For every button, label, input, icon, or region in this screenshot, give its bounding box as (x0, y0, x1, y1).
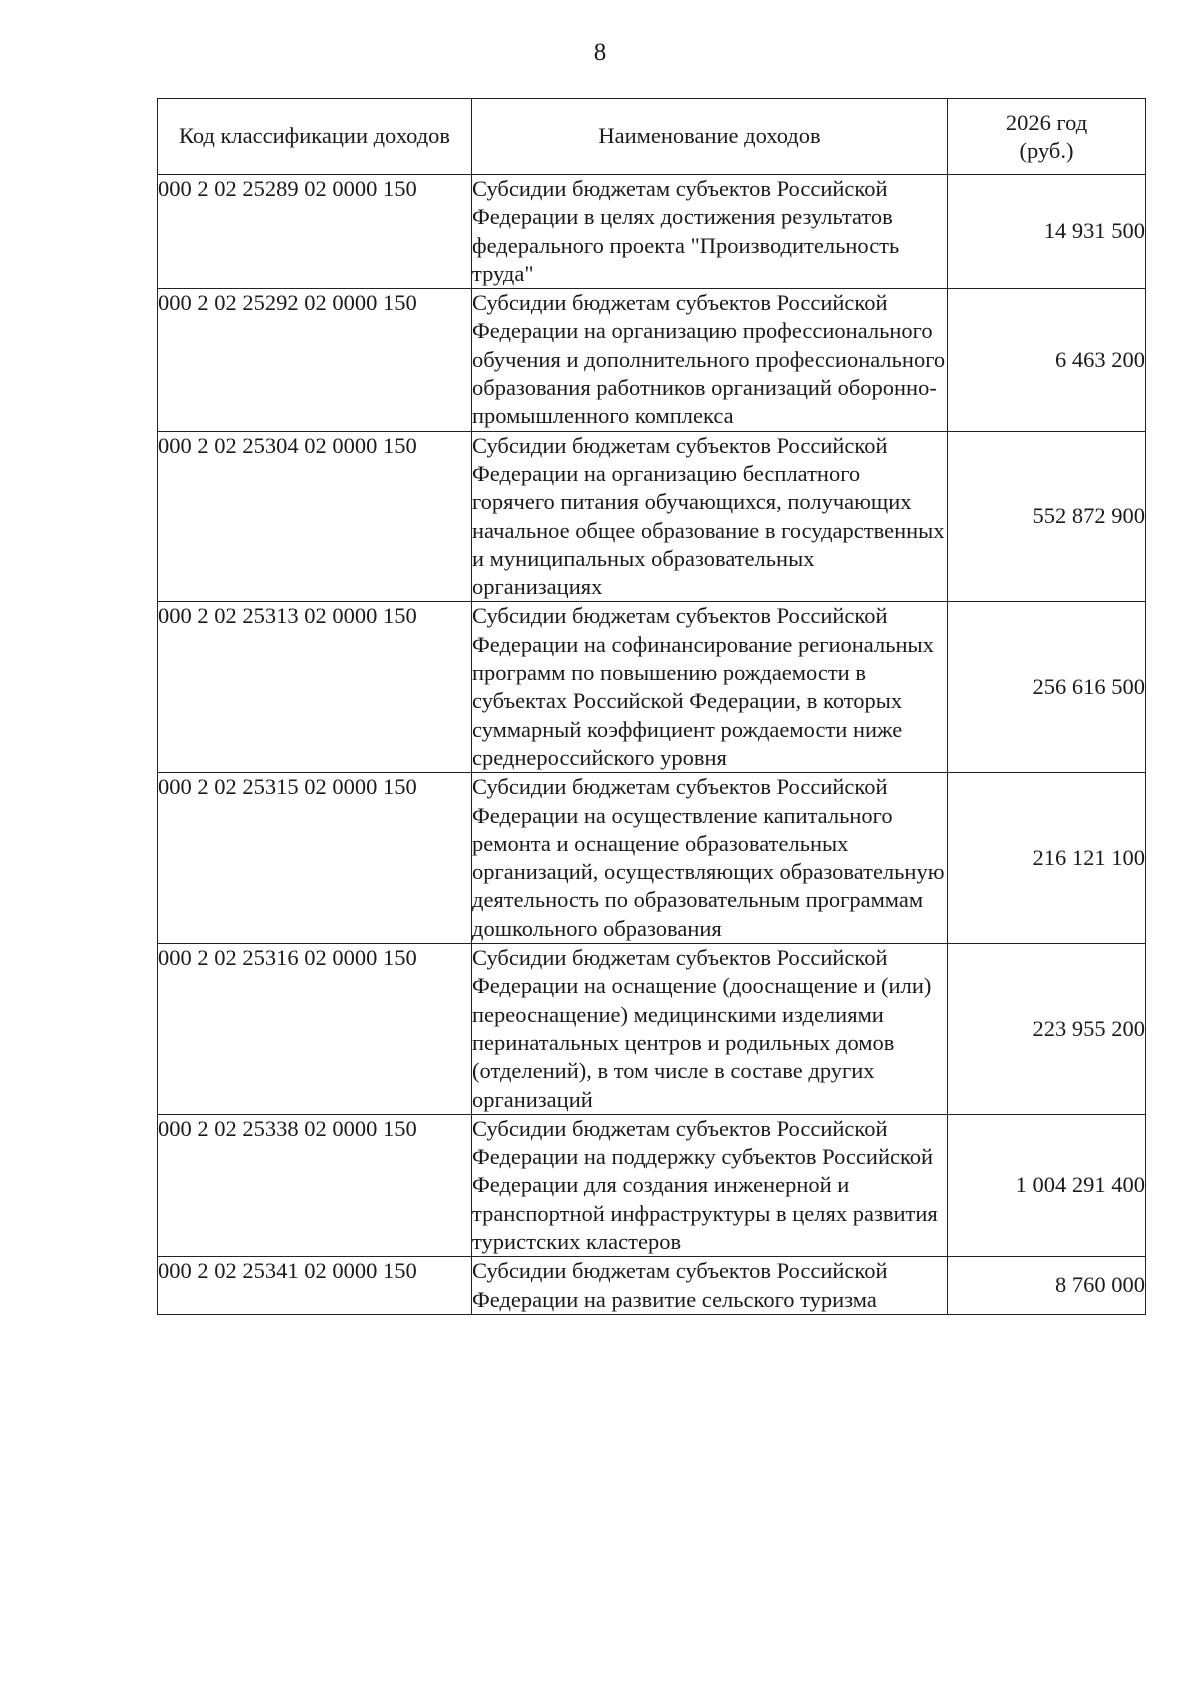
table-row (158, 1114, 1146, 1256)
table-row (158, 944, 1146, 1115)
row-name: Субсидии бюджетам субъектов Российской Федерации на развитие сельского туризма (472, 1257, 948, 1315)
row-code: 000 2 02 25341 02 0000 150 (158, 1257, 472, 1315)
row-name: Субсидии бюджетам субъектов Российской Федерации в целях достижения результатов федерального проекта "Производительность труда" (472, 175, 948, 289)
row-code: 000 2 02 25338 02 0000 150 (158, 1114, 472, 1256)
header-name: Наименование доходов (472, 99, 948, 175)
row-code: 000 2 02 25292 02 0000 150 (158, 289, 472, 431)
table-row (158, 773, 1146, 944)
row-name: Субсидии бюджетам субъектов Российской Федерации на поддержку субъектов Российской Федерации для создания инженерной и транспортной инфраструктуры в целях развития туристских кластеров (472, 1114, 948, 1256)
row-name: Субсидии бюджетам субъектов Российской Федерации на организацию бесплатного горячего питания обучающихся, получающих начальное общее образование в государственных и муниципальных образовательных организациях (472, 431, 948, 602)
row-amount: 6 463 200 (948, 289, 1146, 431)
row-amount: 14 931 500 (948, 175, 1146, 289)
table-row (158, 175, 1146, 289)
table-row (158, 289, 1146, 431)
row-code: 000 2 02 25316 02 0000 150 (158, 944, 472, 1115)
row-code: 000 2 02 25304 02 0000 150 (158, 431, 472, 602)
header-amount-year: 2026 год (1005, 109, 1088, 135)
row-name: Субсидии бюджетам субъектов Российской Федерации на осуществление капитального ремонта и оснащение образовательных организаций, осуществляющих образовательную деятельность по образовательным программам дошкольного образования (472, 773, 948, 944)
table-header-row (158, 99, 1146, 175)
row-amount: 552 872 900 (948, 431, 1146, 602)
revenue-table (157, 98, 1146, 1315)
header-amount-unit: (руб.) (1019, 137, 1074, 163)
row-name: Субсидии бюджетам субъектов Российской Федерации на оснащение (дооснащение и (или) переоснащение) медицинскими изделиями перинатальных центров и родильных домов (отделений), в том числе в составе других организаций (472, 944, 948, 1115)
table-row (158, 431, 1146, 602)
row-code: 000 2 02 25313 02 0000 150 (158, 602, 472, 773)
header-code: Код классификации доходов (158, 99, 472, 175)
row-amount: 8 760 000 (948, 1257, 1146, 1315)
row-amount: 223 955 200 (948, 944, 1146, 1115)
row-amount: 256 616 500 (948, 602, 1146, 773)
table-row (158, 1257, 1146, 1315)
row-name: Субсидии бюджетам субъектов Российской Федерации на организацию профессионального обучения и дополнительного профессионального образования работников организаций оборонно-промышленного комплекса (472, 289, 948, 431)
row-code: 000 2 02 25315 02 0000 150 (158, 773, 472, 944)
row-name: Субсидии бюджетам субъектов Российской Федерации на софинансирование региональных программ по повышению рождаемости в субъектах Российской Федерации, в которых суммарный коэффициент рождаемости ниже среднероссийского уровня (472, 602, 948, 773)
table-row (158, 602, 1146, 773)
row-amount: 216 121 100 (948, 773, 1146, 944)
page-number: 8 (593, 39, 607, 66)
row-amount: 1 004 291 400 (948, 1114, 1146, 1256)
row-code: 000 2 02 25289 02 0000 150 (158, 175, 472, 289)
header-amount (948, 99, 1146, 175)
